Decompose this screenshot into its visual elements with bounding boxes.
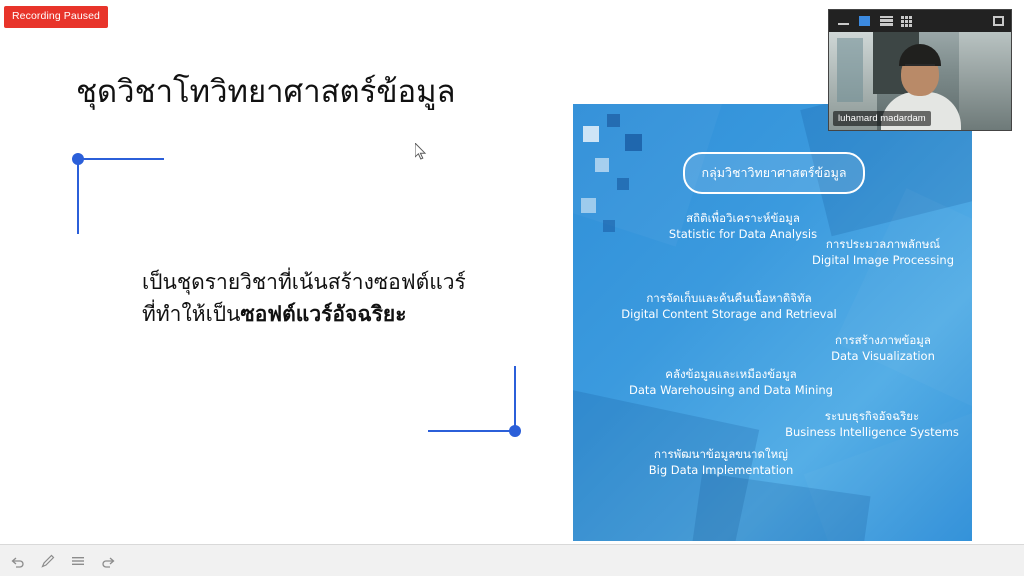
diagram-topic-label-en: Data Warehousing and Data Mining — [629, 383, 833, 397]
webcam-participant-name: luhamard madardam — [833, 111, 931, 126]
recording-status-badge: Recording Paused — [4, 6, 108, 28]
filmstrip-view-icon[interactable] — [880, 16, 892, 27]
diagram-decor-square — [583, 126, 599, 142]
diagram-topic-label-th: การจัดเก็บและค้นคืนเนื้อหาดิจิทัล — [646, 291, 812, 305]
diagram-topic-label-th: การพัฒนาข้อมูลขนาดใหญ่ — [654, 447, 788, 461]
undo-icon[interactable] — [10, 553, 26, 569]
slide-body-line-2-highlight: ซอฟต์แวร์อัจฉริยะ — [240, 302, 407, 326]
diagram-decor-square — [625, 134, 642, 151]
diagram-topic-1 — [798, 236, 968, 268]
slide-title: ชุดวิชาโทวิทยาศาสตร์ข้อมูล — [76, 74, 456, 110]
diagram-decor-square — [581, 198, 596, 213]
decoration-bracket-top-left — [72, 158, 164, 234]
annotation-toolbar[interactable] — [0, 544, 1024, 576]
diagram-topic-3 — [798, 332, 968, 364]
diagram-topic-label-en: Data Visualization — [831, 349, 935, 363]
diagram-decor-square — [595, 158, 609, 172]
diagram-topic-label-en: Business Intelligence Systems — [785, 425, 959, 439]
slide-body-line-1: เป็นชุดรายวิชาที่เน้นสร้างซอฟต์แวร์ — [142, 270, 466, 294]
bracket-dot-icon — [509, 425, 521, 437]
bracket-horizontal-line — [428, 430, 516, 432]
webcam-panel[interactable] — [828, 9, 1012, 131]
diagram-topic-label-th: สถิติเพื่อวิเคราะห์ข้อมูล — [686, 211, 800, 225]
diagram-decor-square — [617, 178, 629, 190]
bracket-horizontal-line — [78, 158, 164, 160]
diagram-topic-label-en: Statistic for Data Analysis — [668, 227, 818, 241]
diagram-topic-label-en: Digital Image Processing — [811, 253, 955, 267]
diagram-topic-label-th: คลังข้อมูลและเหมืองข้อมูล — [665, 367, 797, 381]
diagram-topic-6 — [615, 446, 827, 478]
diagram-center-node — [683, 152, 865, 194]
diagram-topic-5 — [777, 408, 967, 440]
diagram-topic-label-th: ระบบธุรกิจอัจฉริยะ — [824, 409, 920, 423]
minimize-icon[interactable] — [838, 16, 850, 27]
webcam-video-feed — [829, 32, 1011, 130]
diagram-decor-square — [607, 114, 620, 127]
diagram-topic-4 — [615, 366, 847, 398]
diagram-decor-square — [603, 220, 615, 232]
list-icon[interactable] — [70, 553, 86, 569]
bracket-vertical-line — [514, 366, 516, 432]
webcam-background-right — [959, 32, 1011, 130]
diagram-topic-2 — [609, 290, 849, 322]
decoration-bracket-bottom-right — [428, 366, 524, 440]
diagram-topic-label-th: การสร้างภาพข้อมูล — [835, 333, 931, 347]
webcam-background-door — [837, 38, 863, 102]
slide-body-line-2-prefix: ที่ทำให้เป็น — [142, 302, 241, 326]
diagram-topic-label-en: Digital Content Storage and Retrieval — [621, 307, 837, 321]
diagram-center-node-label: กลุ่มวิชาวิทยาศาสตร์ข้อมูล — [701, 165, 847, 180]
webcam-person-glasses — [905, 64, 935, 73]
slide-diagram-image — [573, 104, 972, 541]
bracket-vertical-line — [77, 160, 79, 234]
redo-icon[interactable] — [100, 553, 116, 569]
webcam-toolbar[interactable] — [829, 10, 1011, 32]
slide-body-line-2 — [142, 298, 466, 330]
pen-icon[interactable] — [40, 553, 56, 569]
grid-view-icon[interactable] — [901, 16, 913, 27]
slide-body-text — [142, 266, 466, 330]
mouse-cursor-icon — [415, 143, 427, 160]
active-speaker-view-icon[interactable] — [859, 16, 871, 27]
diagram-topic-label-en: Big Data Implementation — [648, 463, 794, 477]
diagram-topic-label-th: การประมวลภาพลักษณ์ — [825, 237, 941, 251]
expand-icon[interactable] — [993, 16, 1004, 26]
